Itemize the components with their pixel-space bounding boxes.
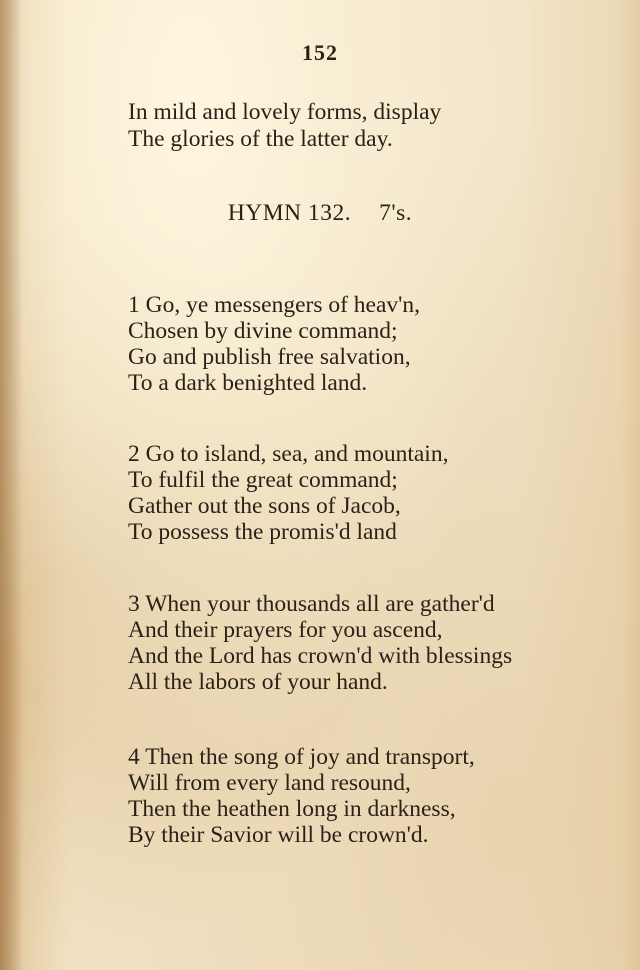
stanza-line: All the labors of your hand.: [128, 669, 388, 695]
hymn-heading: [0, 200, 640, 227]
stanza-line: 1 Go, ye messengers of heav'n,: [128, 292, 421, 318]
stanza-line: 2 Go to island, sea, and mountain,: [128, 441, 449, 467]
stanza-line: And their prayers for you ascend,: [128, 617, 443, 643]
hymn-meter: 7's.: [379, 200, 413, 226]
stanza-line: By their Savior will be crown'd.: [128, 822, 429, 848]
stanza-line: Will from every land resound,: [128, 770, 411, 796]
carryover-line-1: In mild and lovely forms, display: [128, 99, 442, 125]
stanza-line: Chosen by divine command;: [128, 318, 398, 344]
stanza-line: 3 When your thousands all are gather'd: [128, 591, 495, 617]
stanza-line: Gather out the sons of Jacob,: [128, 493, 401, 519]
stanza-4: [0, 746, 640, 850]
stanza-line: To fulfil the great command;: [128, 467, 398, 493]
stanza-line: And the Lord has crown'd with blessings: [128, 643, 513, 669]
stanza-3: [0, 593, 640, 697]
stanza-2: [0, 443, 640, 547]
hymn-title: HYMN 132.: [227, 200, 352, 226]
stanza-line: 4 Then the song of joy and transport,: [128, 744, 475, 770]
stanza-line: To a dark benighted land.: [128, 370, 368, 396]
stanza-line: Then the heathen long in darkness,: [128, 796, 456, 822]
stanza-line: Go and publish free salvation,: [128, 344, 411, 370]
stanza-1: [0, 294, 640, 398]
page-number: 152: [302, 40, 338, 65]
carryover-line-2: The glories of the latter day.: [128, 126, 393, 152]
stanza-line: To possess the promis'd land: [128, 519, 397, 545]
